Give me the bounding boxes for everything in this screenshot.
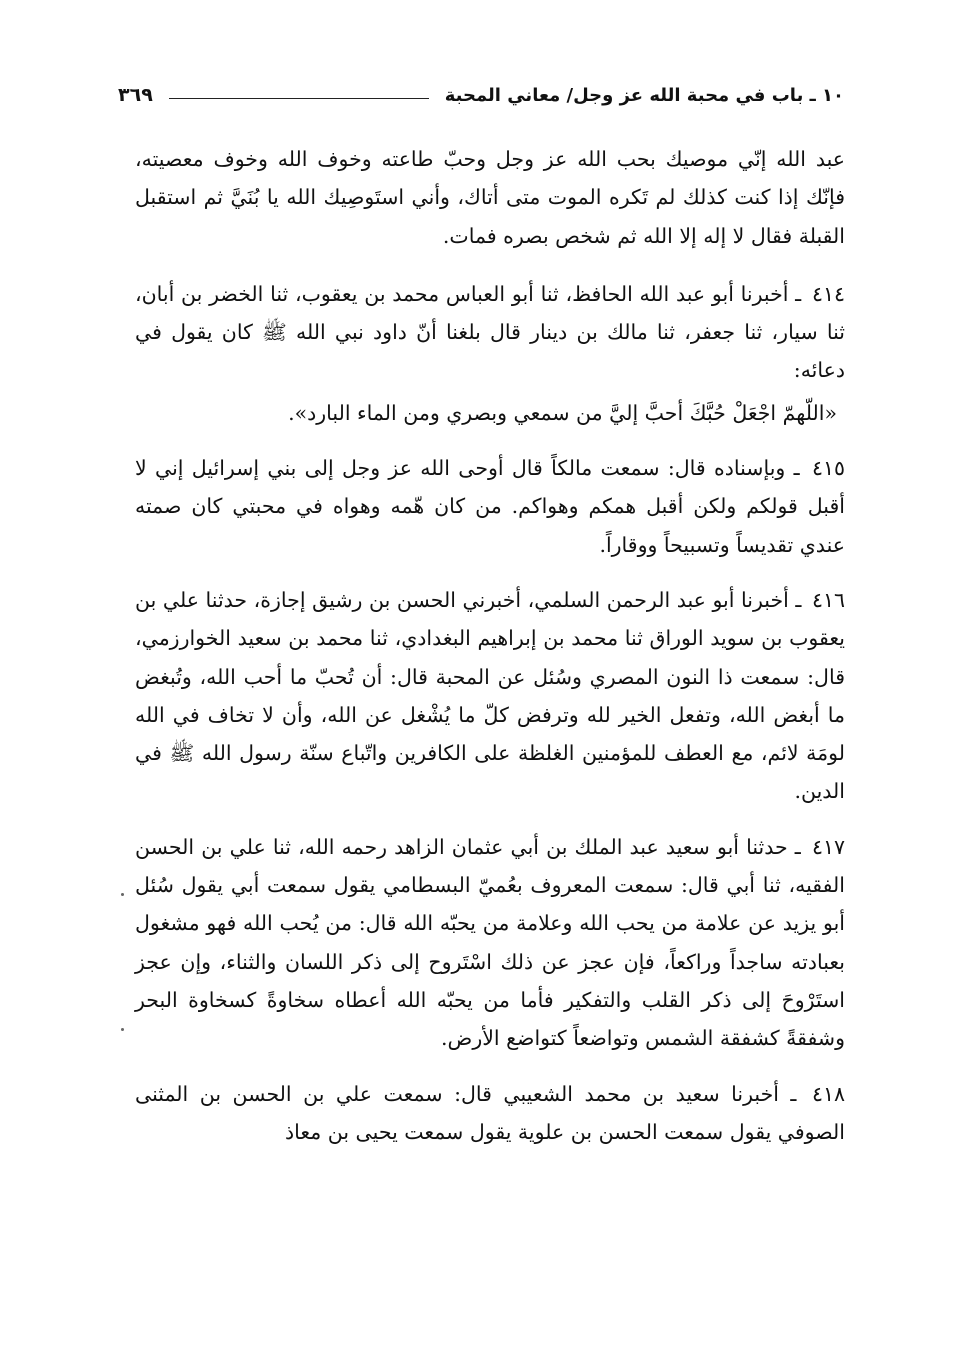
paragraph-number: ٤١٦ — [811, 587, 845, 612]
paragraph-text: ـ حدثنا أبو سعيد عبد الملك بن أبي عثمان الزاهد رحمه الله، ثنا علي بن الحسن الفقيه، ثنا أبي قال: سمعت المعروف بعُميّ البسطامي يقول سمعت أبي يقول سُئل أبو يزيد عن علامة من يحب الله وعلامة من يحبّه الله قال: من يُحب الله فهو مشغول بعبادته ساجداً وراكعاً، فإن عجز عن ذلك اسْتَروح إلى ذكر اللسان والثناء، وإن عجز استَرْوحَ إلى ذكر القلب والتفكير فأما من يحبّه الله أعطاه سخاوةً كسخاوة البحر وشفقةً كشفقة الشمس وتواضعاً كتواضع الأرض. — [135, 834, 845, 1051]
paragraph-text: ـ أخبرنا أبو عبد الله الحافظ، ثنا أبو العباس محمد بن يعقوب، ثنا الخضر بن أبان، ثنا سيار، ثنا جعفر، ثنا مالك بن دينار قال بلغنا أنّ داود نبي الله ﷺ كان يقول في دعائه: — [135, 281, 845, 383]
paragraph-continuation — [135, 140, 845, 255]
paragraph-text: عبد الله إنّي موصيك بحب الله عز وجل وحبّ طاعته وخوف الله وخوف معصيته، فإنّك إذا كنت كذلك لم تَكره الموت متى أتاك، وأني استَوصِيك الله يا بُنَيَّ ثم استقبل القبلة فقال لا إله إلا الله ثم شخص بصره فمات. — [135, 147, 845, 248]
paragraph-418 — [135, 1075, 845, 1152]
running-header — [118, 80, 844, 110]
quote-text: «اللّهمّ اجْعَلْ حُبَّكَ أحبَّ إليَّ من سمعي وبصري ومن الماء البارد». — [288, 400, 837, 425]
paragraph-number: ٤١٨ — [811, 1081, 845, 1106]
paragraph-415 — [135, 449, 845, 564]
paragraph-number: ٤١٤ — [811, 281, 845, 306]
paragraph-417 — [135, 828, 845, 1058]
chapter-title: ١٠ ـ باب في محبة الله عز وجل/ معاني المحبة — [444, 84, 844, 106]
prayer-quote — [135, 394, 845, 432]
paragraph-text: ـ أخبرنا أبو عبد الرحمن السلمي، أخبرني الحسن بن رشيق إجازة، حدثنا علي بن يعقوب بن سويد الوراق ثنا محمد بن إبراهيم البغدادي، ثنا محمد بن سعيد الخوارزمي، قال: سمعت ذا النون المصري وسُئل عن المحبة قال: أن تُحبّ ما أحب الله، وتُبغض ما أبغض الله، وتفعل الخير لله وترفض كلّ ما يُشْغل عن الله، وأن لا تخاف في الله لومَة لائم، مع العطف للمؤمنين الغلظة على الكافرين واتّباع سنّة رسول الله ﷺ في الدين. — [135, 587, 845, 804]
scan-speck — [121, 893, 124, 896]
paragraph-text: ـ وبإسناده قال: سمعت مالكاً قال أوحى الله عز وجل إلى بني إسرائيل إني لا أقبل قولكم ولكن أقبل همكم وهواكم. من كان هّمه وهواه في محبتي كان صمته عندي تقديساً وتسبيحاً ووقاراً. — [135, 456, 845, 557]
page-number: ٣٦٩ — [118, 84, 153, 106]
body-text — [135, 140, 845, 1168]
header-rule — [169, 98, 429, 99]
paragraph-number: ٤١٧ — [811, 834, 845, 859]
paragraph-414 — [135, 275, 845, 390]
scan-speck — [121, 1028, 124, 1031]
paragraph-text: ـ أخبرنا سعيد بن محمد الشعيبي قال: سمعت علي بن الحسن بن المثنى الصوفي يقول سمعت الحسن بن علوية يقول سمعت يحيى بن معاذ — [135, 1081, 845, 1144]
paragraph-416 — [135, 581, 845, 811]
paragraph-number: ٤١٥ — [811, 456, 845, 481]
